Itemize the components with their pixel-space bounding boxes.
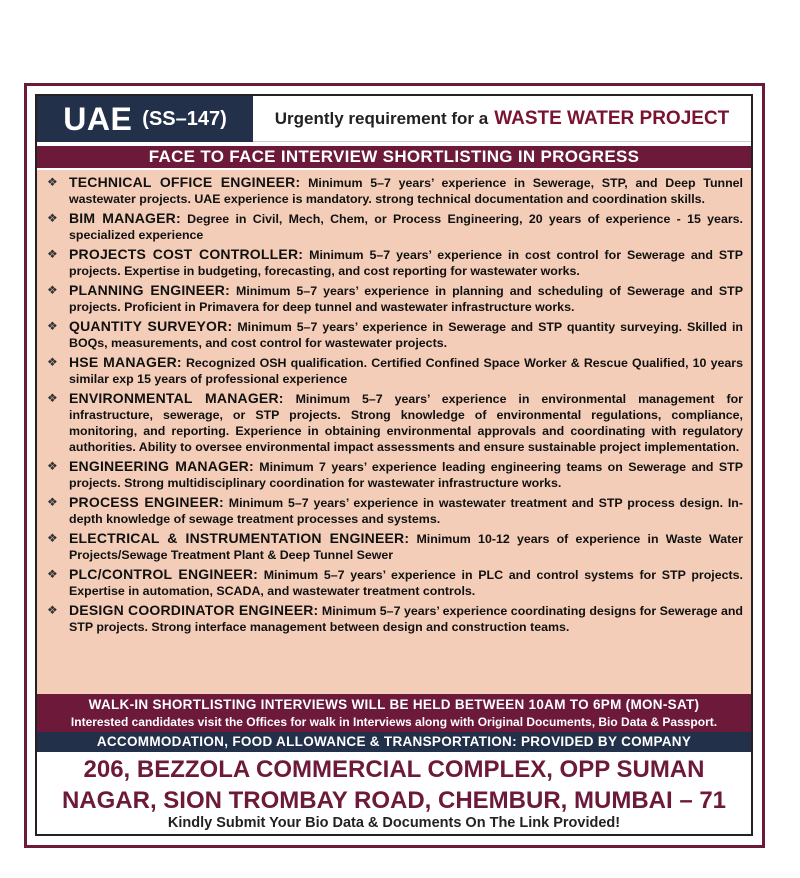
job-text <box>69 458 743 491</box>
job-item <box>47 354 743 387</box>
job-description: Minimum 5–7 years’ experience in wastewater treatment and STP process design. In-depth knowledge of sewage treatment processes and systems. <box>69 496 743 526</box>
job-text <box>69 494 743 527</box>
job-description: Recognized OSH qualification. Certified Confined Space Worker & Rescue Qualified, 10 years similar exp 15 years of professional experience <box>69 356 743 386</box>
job-title: QUANTITY SURVEYOR: <box>69 318 233 334</box>
diamond-bullet-icon: ❖ <box>47 495 58 509</box>
job-text <box>69 390 743 455</box>
job-title: DESIGN COORDINATOR ENGINEER: <box>69 602 319 618</box>
job-description: Minimum 7 years’ experience leading engineering teams on Sewerage and STP projects. Strong multidisciplinary coordination for wastewater infrastructure works. <box>69 460 743 490</box>
job-item <box>47 602 743 635</box>
job-item <box>47 174 743 207</box>
walkin-instructions: Interested candidates visit the Offices for walk in Interviews along with Original Documents, Bio Data & Passport. <box>70 715 718 729</box>
submit-note: Kindly Submit Your Bio Data & Documents On The Link Provided! <box>167 815 621 831</box>
job-title: BIM MANAGER: <box>69 210 181 226</box>
job-title: ENGINEERING MANAGER: <box>69 458 254 474</box>
diamond-bullet-icon: ❖ <box>47 355 58 369</box>
diamond-bullet-icon: ❖ <box>47 603 58 617</box>
job-description: Degree in Civil, Mech, Chem, or Process Engineering, 20 years of experience - 15 years. specialized experience <box>69 212 743 242</box>
diamond-bullet-icon: ❖ <box>47 459 58 473</box>
project-name: WASTE WATER PROJECT <box>494 107 730 129</box>
address-line-2: NAGAR, SION TROMBAY ROAD, CHEMBUR, MUMBAI – 71 <box>61 787 727 814</box>
job-text <box>69 602 743 635</box>
job-title: PROJECTS COST CONTROLLER: <box>69 246 304 262</box>
country-label: UAE <box>63 100 133 137</box>
job-description: Minimum 5–7 years’ experience in environmental management for infrastructure, sewerage, or STP projects. Strong knowledge of environmental regulations, compliance, monitoring, and reporting. Experience in obtaining environmental approvals and coordinating with regulatory authorities. Ability to oversee environmental impact assessments and ensure sustainable project implementation. <box>69 392 743 454</box>
walkin-schedule: WALK-IN SHORTLISTING INTERVIEWS WILL BE HELD BETWEEN 10AM TO 6PM (MON-SAT) <box>88 697 700 712</box>
diamond-bullet-icon: ❖ <box>47 391 58 405</box>
job-item <box>47 566 743 599</box>
job-text <box>69 566 743 599</box>
job-title: PLC/CONTROL ENGINEER: <box>69 566 258 582</box>
job-item <box>47 390 743 455</box>
job-description: Minimum 5–7 years’ experience in planning and scheduling of Sewerage and STP projects. Proficient in Primavera for deep tunnel and wastewater infrastructure works. <box>69 284 743 314</box>
address-line-1: 206, BEZZOLA COMMERCIAL COMPLEX, OPP SUMAN <box>83 756 705 783</box>
job-item <box>47 494 743 527</box>
header <box>37 96 751 142</box>
job-text <box>69 246 743 279</box>
job-text <box>69 282 743 315</box>
diamond-bullet-icon: ❖ <box>47 247 58 261</box>
job-description: Minimum 5–7 years’ experience in cost control for Sewerage and STP projects. Expertise in budgeting, forecasting, and cost reporting for wastewater works. <box>69 248 743 278</box>
job-title: HSE MANAGER: <box>69 354 182 370</box>
diamond-bullet-icon: ❖ <box>47 567 58 581</box>
job-description: Minimum 5–7 years’ experience coordinating designs for Sewerage and STP projects. Strong interface management between design and construction teams. <box>69 604 743 634</box>
job-text <box>69 530 743 563</box>
job-item <box>47 282 743 315</box>
job-text <box>69 210 743 243</box>
job-description: Minimum 5–7 years’ experience in Sewerage, STP, and Deep Tunnel wastewater projects. UAE experience is mandatory. strong technical documentation and coordination skills. <box>69 176 743 206</box>
diamond-bullet-icon: ❖ <box>47 283 58 297</box>
country-badge <box>37 96 253 142</box>
diamond-bullet-icon: ❖ <box>47 175 58 189</box>
job-title: ENVIRONMENTAL MANAGER: <box>69 390 284 406</box>
job-text <box>69 354 743 387</box>
diamond-bullet-icon: ❖ <box>47 211 58 225</box>
job-description: Minimum 5–7 years’ experience in Sewerage and STP quantity surveying. Skilled in BOQs, measurements, and cost control for wastewater projects. <box>69 320 744 350</box>
reference-code: (SS–147) <box>142 107 227 130</box>
benefits-banner: ACCOMMODATION, FOOD ALLOWANCE & TRANSPORTATION: PROVIDED BY COMPANY <box>37 732 751 752</box>
diamond-bullet-icon: ❖ <box>47 319 58 333</box>
walkin-banner <box>37 694 751 732</box>
job-list <box>37 170 751 694</box>
job-item <box>47 318 743 351</box>
requirement-prefix: Urgently requirement for a <box>274 108 489 128</box>
job-item <box>47 246 743 279</box>
job-title: PLANNING ENGINEER: <box>69 282 230 298</box>
interview-banner: FACE TO FACE INTERVIEW SHORTLISTING IN PROGRESS <box>37 146 751 168</box>
job-text <box>69 174 743 207</box>
office-address <box>37 754 751 816</box>
job-text <box>69 318 743 351</box>
requirement-heading <box>253 96 751 142</box>
job-item <box>47 530 743 563</box>
job-title: PROCESS ENGINEER: <box>69 494 224 510</box>
job-item <box>47 458 743 491</box>
job-title: ELECTRICAL & INSTRUMENTATION ENGINEER: <box>69 530 410 546</box>
job-description: Minimum 10-12 years of experience in Waste Water Projects/Sewage Treatment Plant & Deep Tunnel Sewer <box>69 532 743 562</box>
job-item <box>47 210 743 243</box>
job-description: Minimum 5–7 years’ experience in PLC and control systems for STP projects. Expertise in automation, SCADA, and wastewater treatment controls. <box>69 568 743 598</box>
advertisement-panel <box>35 94 753 836</box>
diamond-bullet-icon: ❖ <box>47 531 58 545</box>
job-title: TECHNICAL OFFICE ENGINEER: <box>69 174 301 190</box>
